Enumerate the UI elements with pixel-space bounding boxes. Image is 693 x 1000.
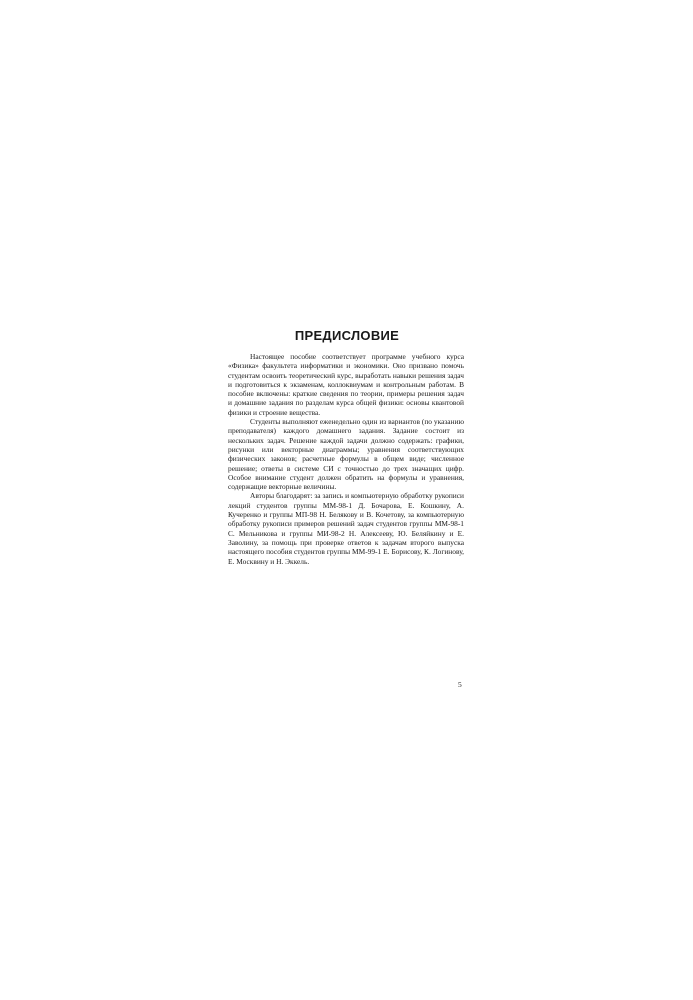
preface-paragraph-3: Авторы благодарят: за запись и компьютерную обработку рукописи лекций студентов группы ММ-98-1 Д. Бочарова, Е. Кошкину, А. Кучеренко и группы МП-98 Н. Белякову и В. Кочетову, за компьютерную обработку рукописи примеров решений задач студентов группы ММ-98-1 С. Мельникова и группы МИ-98-2 Н. Алексееву, Ю. Беляйкину и Е. Заволину, за помощь при проверке ответов к задачам второго выпуска настоящего пособия студентов группы ММ-99-1 Е. Борисову, К. Логинову, Е. Москвину и Н. Эккель.	[228, 491, 464, 566]
preface-body	[228, 352, 464, 566]
preface-paragraph-2: Студенты выполняют еженедельно один из вариантов (по указанию преподавателя) каждого домашнего задания. Задание состоит из нескольких задач. Решение каждой задачи должно содержать: графики, рисунки или векторные диаграммы; уравнения соответствующих физических законов; расчетные формулы в общем виде; численное решение; ответы в системе СИ с точностью до трех значащих цифр. Особое внимание студент должен обратить на формулы и уравнения, содержащие векторные величины.	[228, 417, 464, 492]
preface-paragraph-1: Настоящее пособие соответствует программе учебного курса «Физика» факультета информатики и экономики. Оно призвано помочь студентам освоить теоретический курс, выработать навыки решения задач и подготовиться к экзаменам, коллоквиумам и контрольным работам. В пособие включены: краткие сведения по теории, примеры решения задач и домашние задания по разделам курса общей физики: основы квантовой физики и строение вещества.	[228, 352, 464, 417]
page-number: 5	[458, 680, 462, 689]
page-title: ПРЕДИСЛОВИЕ	[294, 328, 400, 343]
